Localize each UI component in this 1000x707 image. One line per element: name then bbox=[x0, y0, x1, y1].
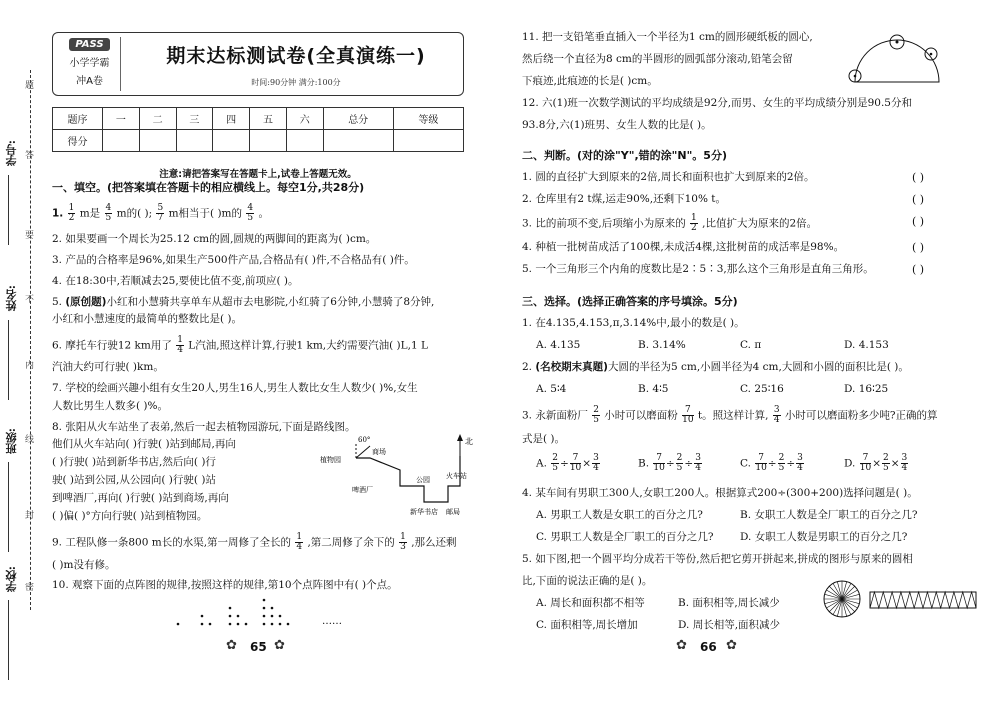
option-letter: B. bbox=[638, 457, 650, 470]
frac-den: 7 bbox=[157, 213, 164, 223]
choice-option[interactable]: D. 16∶25 bbox=[844, 383, 889, 395]
choice-option[interactable]: B. 3.14% bbox=[638, 339, 686, 351]
fraction bbox=[399, 533, 407, 552]
circle-division-figure bbox=[822, 576, 982, 622]
brand-line: 小学学霸 bbox=[69, 58, 110, 69]
frac-den: 5 bbox=[676, 463, 683, 473]
score-input-cell[interactable] bbox=[286, 130, 323, 152]
angle-label: 60° bbox=[358, 436, 371, 444]
fraction bbox=[796, 454, 804, 473]
score-cell: 五 bbox=[250, 108, 287, 130]
frac-den: 5 bbox=[552, 463, 558, 473]
judge-item-1: 1. 圆的直径扩大到原来的2倍,周长和面积也扩大到原来的2倍。 bbox=[522, 171, 815, 183]
choice-option[interactable]: D. 周长相等,面积减少 bbox=[678, 619, 781, 631]
frac-den: 4 bbox=[773, 415, 780, 425]
map-label-brewery: 啤酒厂 bbox=[352, 486, 373, 494]
route-map bbox=[320, 434, 475, 514]
choice-text: t。照这样计算, bbox=[697, 409, 769, 422]
frac-num: 7 bbox=[682, 406, 693, 416]
frac-den: 10 bbox=[859, 463, 872, 473]
score-input-cell[interactable] bbox=[250, 130, 287, 152]
answer-paren[interactable]: ( ) bbox=[912, 171, 925, 184]
rearranged-shape bbox=[870, 592, 976, 608]
frac-den: 10 bbox=[755, 463, 767, 473]
score-input-cell[interactable] bbox=[103, 130, 140, 152]
frac-den: 5 bbox=[105, 213, 112, 223]
frac-den: 2 bbox=[68, 213, 75, 223]
fraction bbox=[570, 454, 581, 473]
frac-num: 3 bbox=[593, 453, 599, 463]
class-field[interactable] bbox=[8, 462, 9, 552]
pencil-point bbox=[854, 75, 857, 78]
frac-num: 3 bbox=[695, 453, 701, 463]
choice-option[interactable] bbox=[844, 454, 909, 473]
north-arrow-head-icon bbox=[457, 434, 463, 441]
name-label: 姓名: bbox=[5, 285, 18, 312]
right-content bbox=[522, 30, 992, 630]
question-4: 4. 在18:30中,若顺减去25,要使比值不变,前项应( )。 bbox=[52, 275, 299, 287]
question-7: 7. 学校的绘画兴趣小组有女生20人,男生16人,男生人数比女生人数少( )%,女生 bbox=[52, 382, 418, 394]
sprout-icon: ✿ bbox=[726, 638, 737, 653]
frac-num: 1 bbox=[296, 532, 303, 542]
score-cell: 得分 bbox=[53, 130, 103, 152]
choice-option[interactable]: A. 周长和面积都不相等 bbox=[536, 597, 645, 609]
frac-den: 5 bbox=[593, 415, 599, 425]
fraction bbox=[592, 406, 600, 425]
question-9-cont: ( )m没有修。 bbox=[52, 559, 116, 571]
frac-den: 4 bbox=[593, 463, 599, 473]
judge-item-3 bbox=[522, 214, 817, 233]
frac-num: 2 bbox=[778, 453, 785, 463]
q6-text: 6. 摩托车行驶12 km用了 bbox=[52, 339, 172, 352]
exam-meta: 时间:90分钟 满分:100分 bbox=[251, 78, 341, 87]
map-label-mall: 商场 bbox=[372, 448, 386, 456]
score-cell: 二 bbox=[139, 108, 176, 130]
fraction bbox=[882, 454, 890, 473]
question-number: 2. bbox=[522, 361, 536, 373]
map-label-zoo: 植物园 bbox=[320, 456, 341, 464]
sprout-icon: ✿ bbox=[226, 638, 237, 653]
fraction bbox=[176, 336, 184, 355]
semicircle-figure bbox=[847, 34, 947, 89]
fraction bbox=[682, 406, 693, 425]
seal-word: 内 bbox=[25, 361, 35, 371]
seal-word: 题 bbox=[25, 81, 35, 91]
question-11-cont: 然后绕一个直径为8 cm的半圆形的圆弧部分滚动,铅笔会留 bbox=[522, 53, 793, 65]
section-heading: 二、判断。(对的涂"Y",错的涂"N"。5分) bbox=[522, 149, 727, 162]
dots-ellipsis: …… bbox=[322, 616, 342, 627]
fraction bbox=[676, 454, 684, 473]
choice-question-1: 1. 在4.135,4.153,π,3.14%中,最小的数是( )。 bbox=[522, 317, 745, 329]
choice-option[interactable]: C. π bbox=[740, 339, 762, 351]
score-input-cell[interactable] bbox=[139, 130, 176, 152]
question-7-cont: 人数比男生人数多( )%。 bbox=[52, 400, 169, 412]
fraction bbox=[755, 454, 766, 473]
fraction bbox=[901, 454, 909, 473]
fraction bbox=[551, 454, 559, 473]
frac-num: 7 bbox=[755, 454, 766, 464]
choice-option[interactable]: C. 面积相等,周长增加 bbox=[536, 619, 638, 631]
score-cell: 题序 bbox=[53, 108, 103, 130]
fraction bbox=[653, 454, 664, 473]
score-cell: 一 bbox=[103, 108, 140, 130]
choice-text: 小时可以磨面粉多少吨?正确的算 bbox=[784, 409, 938, 422]
option-letter: A. bbox=[536, 457, 547, 470]
score-table-score-row bbox=[53, 130, 464, 152]
frac-num: 4 bbox=[105, 203, 112, 213]
question-12: 12. 六(1)班一次数学测试的平均成绩是92分,而男、女生的平均成绩分别是90.5分和 bbox=[522, 97, 912, 109]
q9-text: ,那么还剩 bbox=[411, 536, 457, 549]
fraction bbox=[860, 454, 871, 473]
fraction bbox=[105, 204, 113, 223]
fraction bbox=[295, 533, 303, 552]
question-8-line: ( )偏( )°方向行驶( )站到植物园。 bbox=[52, 510, 208, 522]
seal-word: 答 bbox=[25, 151, 35, 161]
choice-option[interactable] bbox=[638, 454, 703, 473]
pass-logo: PASS bbox=[69, 38, 109, 51]
choice-question-5-cont: 比,下面的说法正确的是( )。 bbox=[522, 575, 653, 587]
choice-option[interactable]: D. 4.153 bbox=[844, 339, 889, 351]
frac-den: 4 bbox=[901, 463, 908, 473]
brand-block bbox=[59, 37, 121, 91]
frac-den: 4 bbox=[296, 542, 303, 552]
score-table-header-row bbox=[53, 108, 464, 130]
score-input-cell[interactable] bbox=[176, 130, 213, 152]
frac-num: 7 bbox=[653, 454, 664, 464]
brand-line: 冲A卷 bbox=[76, 76, 103, 87]
frac-num: 1 bbox=[177, 335, 183, 345]
question-12-cont: 93.8分,六(1)班男、女生人数的比是( )。 bbox=[522, 119, 712, 131]
seal-word: 要 bbox=[25, 231, 35, 241]
choice-question-2 bbox=[522, 360, 909, 375]
name-field[interactable] bbox=[8, 320, 9, 400]
frac-den: 5 bbox=[883, 463, 889, 473]
choice-option[interactable]: C. 男职工人数是全厂职工的百分之几? bbox=[536, 531, 714, 543]
school-field[interactable] bbox=[8, 600, 9, 680]
frac-den: 10 bbox=[569, 463, 582, 473]
semicircle bbox=[855, 40, 939, 82]
fraction bbox=[778, 454, 786, 473]
score-input-cell[interactable] bbox=[393, 130, 463, 152]
score-cell: 四 bbox=[213, 108, 250, 130]
choice-question-5: 5. 如下图,把一个圆平均分成若干等份,然后把它剪开拼起来,拼成的图形与原来的圆相 bbox=[522, 553, 913, 565]
answer-paren[interactable]: ( ) bbox=[912, 241, 925, 254]
q1-text: 。 bbox=[258, 207, 269, 220]
option-letter: C. bbox=[740, 457, 751, 470]
frac-num: 7 bbox=[860, 454, 871, 464]
frac-den: 5 bbox=[778, 463, 785, 473]
seal-word: 封 bbox=[25, 511, 35, 521]
frac-num: 4 bbox=[247, 203, 254, 213]
question-8-line: 他们从火车站向( )行驶( )站到邮局,再向 bbox=[52, 438, 236, 450]
frac-den: 4 bbox=[797, 463, 803, 473]
frac-num: 7 bbox=[570, 454, 581, 464]
question-2: 2. 如果要画一个周长为25.12 cm的圆,圆规的两脚间的距离为( )cm。 bbox=[52, 233, 377, 245]
choice-option[interactable]: B. 女职工人数是全厂职工的百分之几? bbox=[740, 509, 918, 521]
q5-text: 小红和小慧骑共享单车从超市去电影院,小红骑了6分钟,小慧骑了8分钟, bbox=[106, 296, 435, 308]
choice-text: 小时可以磨面粉 bbox=[604, 409, 678, 422]
q1-text: m相当于( )m的 bbox=[168, 207, 243, 220]
judge-item-4: 4. 种植一批树苗成活了100棵,未成活4棵,这批树苗的成活率是98%。 bbox=[522, 241, 845, 253]
question-9 bbox=[52, 533, 457, 552]
choice-option[interactable] bbox=[740, 454, 805, 473]
operator: ÷ bbox=[684, 457, 694, 470]
exam-header bbox=[52, 32, 464, 96]
choice-text: 3. 永新面粉厂 bbox=[522, 409, 588, 422]
question-10: 10. 观察下面的点阵图的规律,按照这样的规律,第10个点阵图中有( )个点。 bbox=[52, 579, 398, 591]
exam-title: 期末达标测试卷(全真演练一) bbox=[166, 45, 426, 67]
map-label-station: 火车站 bbox=[446, 472, 467, 480]
circle-spokes bbox=[824, 581, 860, 617]
operator: × bbox=[582, 457, 592, 470]
question-6-cont: 汽油大约可行驶( )km。 bbox=[52, 361, 164, 373]
choice-question-3-cont: 式是( )。 bbox=[522, 433, 566, 445]
dot-group bbox=[177, 599, 290, 626]
frac-den: 2 bbox=[691, 223, 697, 233]
operator: ÷ bbox=[560, 457, 569, 470]
frac-den: 4 bbox=[695, 463, 701, 473]
student-id-label: 学号: bbox=[5, 140, 18, 167]
fraction bbox=[592, 454, 600, 473]
score-table bbox=[52, 107, 464, 152]
dot-pattern-figure bbox=[172, 598, 372, 630]
question-6 bbox=[52, 336, 428, 355]
q1-text: m的( ); bbox=[116, 207, 153, 220]
answer-paren[interactable]: ( ) bbox=[912, 215, 925, 228]
question-1 bbox=[52, 204, 269, 223]
map-label-park: 公园 bbox=[416, 476, 430, 484]
score-input-cell[interactable] bbox=[323, 130, 393, 152]
page-number-left: 65 bbox=[250, 640, 267, 654]
question-11: 11. 把一支铅笔垂直插入一个半径为1 cm的圆形硬纸板的圆心, bbox=[522, 31, 813, 43]
answer-paren[interactable]: ( ) bbox=[912, 193, 925, 206]
section-heading: 三、选择。(选择正确答案的序号填涂。5分) bbox=[522, 295, 738, 308]
operator: ÷ bbox=[786, 457, 796, 470]
choice-option[interactable]: B. 面积相等,周长减少 bbox=[678, 597, 780, 609]
frac-num: 3 bbox=[797, 453, 803, 463]
judge-text: ,比值扩大为原来的2倍。 bbox=[702, 217, 818, 230]
judge-text: 3. 比的前项不变,后项缩小为原来的 bbox=[522, 217, 686, 230]
notice: 注意:请把答案写在答题卡上,试卷上答题无效。 bbox=[159, 169, 357, 180]
section-heading: 一、填空。(把答案填在答题卡的相应横线上。每空1分,共28分) bbox=[52, 181, 365, 194]
angle-ray bbox=[356, 446, 370, 458]
frac-num: 2 bbox=[883, 453, 889, 463]
answer-paren[interactable]: ( ) bbox=[912, 263, 925, 276]
frac-den: 5 bbox=[247, 213, 254, 223]
school-label: 学校: bbox=[5, 566, 18, 593]
sprout-icon: ✿ bbox=[676, 638, 687, 653]
original-tag: (原创题) bbox=[65, 296, 107, 308]
choice-option[interactable]: B. 4∶5 bbox=[638, 383, 669, 395]
question-5 bbox=[52, 295, 434, 310]
frac-den: 10 bbox=[653, 463, 665, 473]
student-id-field[interactable] bbox=[8, 175, 9, 245]
score-cell: 六 bbox=[286, 108, 323, 130]
seal-word: 不 bbox=[25, 295, 35, 305]
map-label-bookstore: 新华书店 bbox=[410, 508, 438, 516]
operator: × bbox=[890, 457, 900, 470]
frac-num: 3 bbox=[773, 405, 780, 415]
pencil-point bbox=[896, 41, 899, 44]
frac-num: 5 bbox=[157, 203, 164, 213]
seal-word: 密 bbox=[25, 583, 35, 593]
choice-question-4: 4. 某车间有男职工300人,女职工200人。根据算式200÷(300+200)选择问题是( )。 bbox=[522, 487, 918, 499]
page-number-right: 66 bbox=[700, 640, 717, 654]
class-label: 班级: bbox=[5, 428, 18, 455]
score-cell: 总分 bbox=[323, 108, 393, 130]
operator: × bbox=[872, 457, 881, 470]
question-number: 5. bbox=[52, 296, 66, 308]
frac-num: 2 bbox=[552, 453, 558, 463]
binding-strip bbox=[0, 0, 48, 707]
choice-option[interactable]: A. 5∶4 bbox=[536, 383, 567, 395]
choice-option[interactable]: C. 25∶16 bbox=[740, 383, 784, 395]
frac-num: 1 bbox=[400, 532, 406, 542]
pencil-point bbox=[930, 53, 933, 56]
question-3: 3. 产品的合格率是96%,如果生产500件产品,合格品有( )件,不合格品有( )件。 bbox=[52, 254, 415, 266]
fraction bbox=[690, 214, 698, 233]
frac-den: 3 bbox=[400, 542, 406, 552]
question-number: 1. bbox=[52, 207, 64, 220]
fraction bbox=[156, 204, 164, 223]
north-label: 北 bbox=[465, 437, 473, 446]
frac-num: 2 bbox=[676, 453, 683, 463]
q9-text: ,第二周修了余下的 bbox=[307, 536, 395, 549]
frac-den: 4 bbox=[177, 345, 183, 355]
zigzag-edge bbox=[870, 592, 976, 608]
fraction bbox=[68, 204, 76, 223]
option-letter: D. bbox=[844, 457, 856, 470]
choice-text: 大圆的半径为5 cm,小圆半径为4 cm,大圆和小圆的面积比是( )。 bbox=[607, 361, 909, 373]
operator: ÷ bbox=[767, 457, 777, 470]
section-fill-blank bbox=[52, 180, 472, 630]
score-input-cell[interactable] bbox=[213, 130, 250, 152]
page-right bbox=[500, 0, 1000, 707]
sprout-icon: ✿ bbox=[274, 638, 285, 653]
judge-item-5: 5. 一个三角形三个内角的度数比是2∶5∶3,那么这个三角形是直角三角形。 bbox=[522, 263, 874, 275]
frac-num: 3 bbox=[901, 453, 908, 463]
choice-question-3 bbox=[522, 406, 938, 425]
frac-num: 1 bbox=[68, 203, 75, 213]
q1-text: m是 bbox=[79, 207, 101, 220]
score-cell: 三 bbox=[176, 108, 213, 130]
map-label-post: 邮局 bbox=[446, 508, 460, 516]
question-8-line: 到啤酒厂,再向( )行驶( )站到商场,再向 bbox=[52, 492, 229, 504]
seal-word: 线 bbox=[25, 435, 35, 445]
choice-option[interactable]: D. 女职工人数是男职工的百分之几? bbox=[740, 531, 908, 543]
route-path bbox=[356, 456, 460, 502]
frac-den: 10 bbox=[682, 415, 694, 425]
fraction bbox=[773, 406, 781, 425]
question-8-line: ( )行驶( )站到新华书店,然后向( )行 bbox=[52, 456, 216, 468]
exam-tag: (名校期末真题) bbox=[535, 361, 608, 373]
fraction bbox=[246, 204, 254, 223]
frac-num: 1 bbox=[691, 213, 697, 223]
question-5-cont: 小红和小慧速度的最简单的整数比是( )。 bbox=[52, 313, 243, 325]
operator: ÷ bbox=[665, 457, 675, 470]
choice-option[interactable] bbox=[536, 454, 601, 473]
judge-item-2: 2. 仓库里有2 t煤,运走90%,还剩下10% t。 bbox=[522, 193, 727, 205]
choice-option[interactable]: A. 4.135 bbox=[536, 339, 581, 351]
q9-text: 9. 工程队修一条800 m长的水渠,第一周修了全长的 bbox=[52, 536, 292, 549]
score-cell: 等级 bbox=[393, 108, 463, 130]
choice-option[interactable]: A. 男职工人数是女职工的百分之几? bbox=[536, 509, 703, 521]
question-8-line: 驶( )站到公园,从公园向( )行驶( )站 bbox=[52, 474, 216, 486]
frac-num: 2 bbox=[593, 405, 599, 415]
q6-text: L汽油,照这样计算,行驶1 km,大约需要汽油( )L,1 L bbox=[188, 339, 428, 352]
question-8: 8. 张阳从火车站坐了表弟,然后一起去植物园游玩,下面是路线图。 bbox=[52, 421, 356, 433]
question-11-cont: 下痕迹,此痕迹的长是( )cm。 bbox=[522, 75, 658, 87]
fraction bbox=[694, 454, 702, 473]
